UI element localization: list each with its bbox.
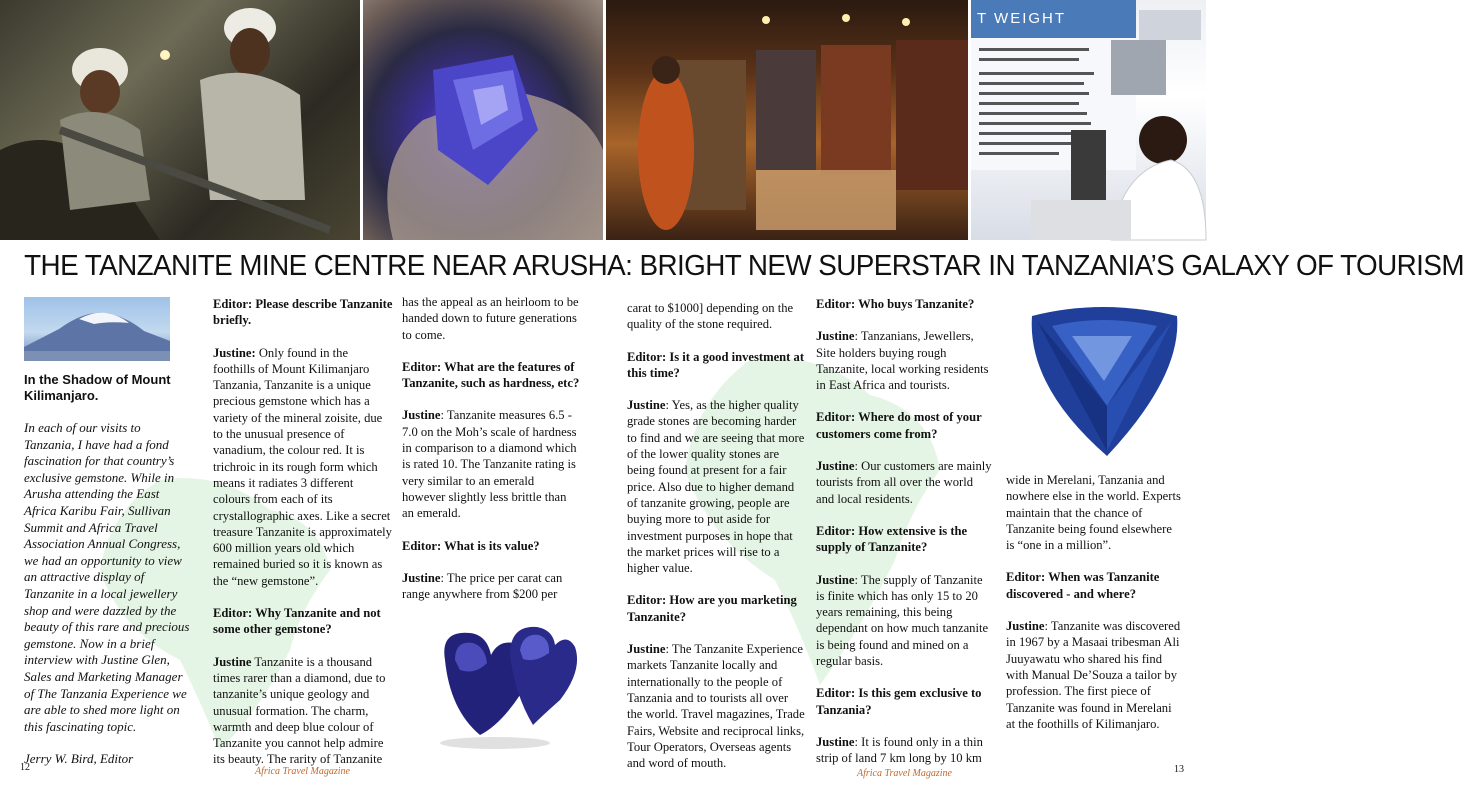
question: Editor: What are the features of Tanzanite, such as hardness, etc?	[402, 359, 580, 391]
answer: Justine Tanzanite is a thousand times rarer than a diamond, due to tanzanite’s unique geology and unusual formation. The charm, warmth and deep blue colour of Tanzanite you cannot help admire its beauty. The rarity of Tanzanite	[213, 654, 386, 767]
photo-gemologist	[971, 0, 1206, 240]
photo-kilimanjaro	[24, 297, 170, 361]
question: Editor: How are you marketing Tanzanite?	[627, 593, 797, 624]
question: Editor: Is it a good investment at this time?	[627, 349, 805, 380]
question: Editor: Is this gem exclusive to Tanzania?	[816, 686, 982, 717]
answer-continued: carat to $1000] depending on the quality of the stone required.	[627, 301, 794, 332]
question: Editor: Where do most of your customers come from?	[816, 410, 982, 441]
answer-continued: has the appeal as an heirloom to be handed down to future generations to come.	[402, 295, 579, 342]
answer: Justine: The price per carat can range anywhere from $200 per	[402, 570, 563, 602]
question: Editor: Who buys Tanzanite?	[816, 297, 975, 311]
answer: Justine: Our customers are mainly tourists from all over the world and local residents.	[816, 459, 992, 506]
question: Editor: Please describe Tanzanite briefly.	[213, 297, 393, 328]
intro-heading: In the Shadow of Mount Kilimanjaro.	[24, 372, 171, 403]
answer: Justine: It is found only in a thin strip of land 7 km long by 10 km	[816, 734, 983, 766]
magazine-name-left: Africa Travel Magazine	[255, 766, 350, 777]
trillion-tanzanite-photo	[1012, 296, 1192, 466]
interview-column-3	[627, 300, 805, 787]
interview-column-2	[402, 294, 580, 618]
answer: Justine: Tanzanite was discovered in 1967 by a Masaai tribesman Ali Juuyawatu who shared his find with Manual De’Souza a tailor by profession. The first piece of Tanzanite was found in Merelani at the foothills of Kilimanjaro.	[1006, 619, 1181, 731]
answer: Justine: Only found in the foothills of Mount Kilimanjaro Tanzania, Tanzanite is a unique precious gemstone which has a variety of the mineral zoisite, due to the unusual presence of vanadium, the colour red. It is trichroic in its rough form which means it radiates 3 different colours from each of its crystallographic axes. Like a secret treasure Tanzanite is approximately 600 million years old which remained buried so it is known as the “new gemstone”.	[213, 345, 392, 588]
photo-museum	[606, 0, 968, 240]
answer: Justine: Tanzanite measures 6.5 - 7.0 on the Moh’s scale of hardness in comparison to a diamond which is rated 10. The Tanzanite rating is very similar to an emerald however slightly less brittle than an emerald.	[402, 408, 577, 521]
heart-tanzanite-photo	[425, 615, 585, 755]
question: Editor: Why Tanzanite and not some other gemstone?	[213, 606, 381, 637]
intro-column	[24, 372, 194, 784]
answer: Justine: The Tanzanite Experience markets Tanzanite locally and internationally to the people of Tanzania and to tourists all over the world. Travel magazines, Trade Fairs, Website and reciprocal links, Tour Operators, Overseas agents and word of mouth.	[627, 642, 805, 771]
question: Editor: When was Tanzanite discovered - and where?	[1006, 570, 1160, 601]
photo-miners	[0, 0, 360, 240]
page-number-left: 12	[20, 762, 30, 773]
display-sign: T WEIGHT	[977, 10, 1067, 27]
photo-gem-in-hand	[363, 0, 603, 240]
answer: Justine: Yes, as the higher quality grade stones are becoming harder to find and we are seeing that more of the lower quality stones are being found at present for a fair price. Also due to higher demand of tanzanite growing, people are buying more to put aside for investment purposes in hope that the market prices will rise to a higher value.	[627, 398, 805, 576]
intro-body: In each of our visits to Tanzania, I have had a fond fascination for that country’s exclusive gemstone. While in Arusha attending the East Africa Karibu Fair, Sullivan Summit and Africa Travel Association Annual Congress, we had an opportunity to view an attractive display of Tanzanite in a local jewellery shop and were dazzled by the beauty of this rare and precious gemstone. Now in a brief interview with Justine Glen, Sales and Marketing Manager of The Tanzania Experience we are able to shed more light on this fascinating topic.	[24, 420, 190, 734]
page-number-right: 13	[1174, 764, 1184, 775]
answer: Justine: Tanzanians, Jewellers, Site holders buying rough Tanzanite, local working residents in East Africa and tourists.	[816, 329, 989, 393]
magazine-name-right: Africa Travel Magazine	[857, 768, 952, 779]
interview-column-4	[816, 296, 992, 783]
intro-signature: Jerry W. Bird, Editor	[24, 751, 134, 767]
question: Editor: How extensive is the supply of Tanzanite?	[816, 523, 968, 555]
interview-column-1	[213, 296, 393, 784]
article-headline: THE TANZANITE MINE CENTRE NEAR ARUSHA: BRIGHT NEW SUPERSTAR IN TANZANIA’S GALAXY OF TOURISM	[24, 250, 1464, 282]
question: Editor: What is its value?	[402, 538, 540, 553]
interview-column-5	[1006, 472, 1182, 748]
answer: Justine: The supply of Tanzanite is finite which has only 15 to 20 years remaining, this being dependant on how much tanzanite is being found and mined on a regular basis.	[816, 572, 989, 669]
answer-continued: wide in Merelani, Tanzania and nowhere else in the world. Experts maintain that the chance of Tanzanite being found elsewhere is “one in a million”.	[1006, 473, 1181, 553]
